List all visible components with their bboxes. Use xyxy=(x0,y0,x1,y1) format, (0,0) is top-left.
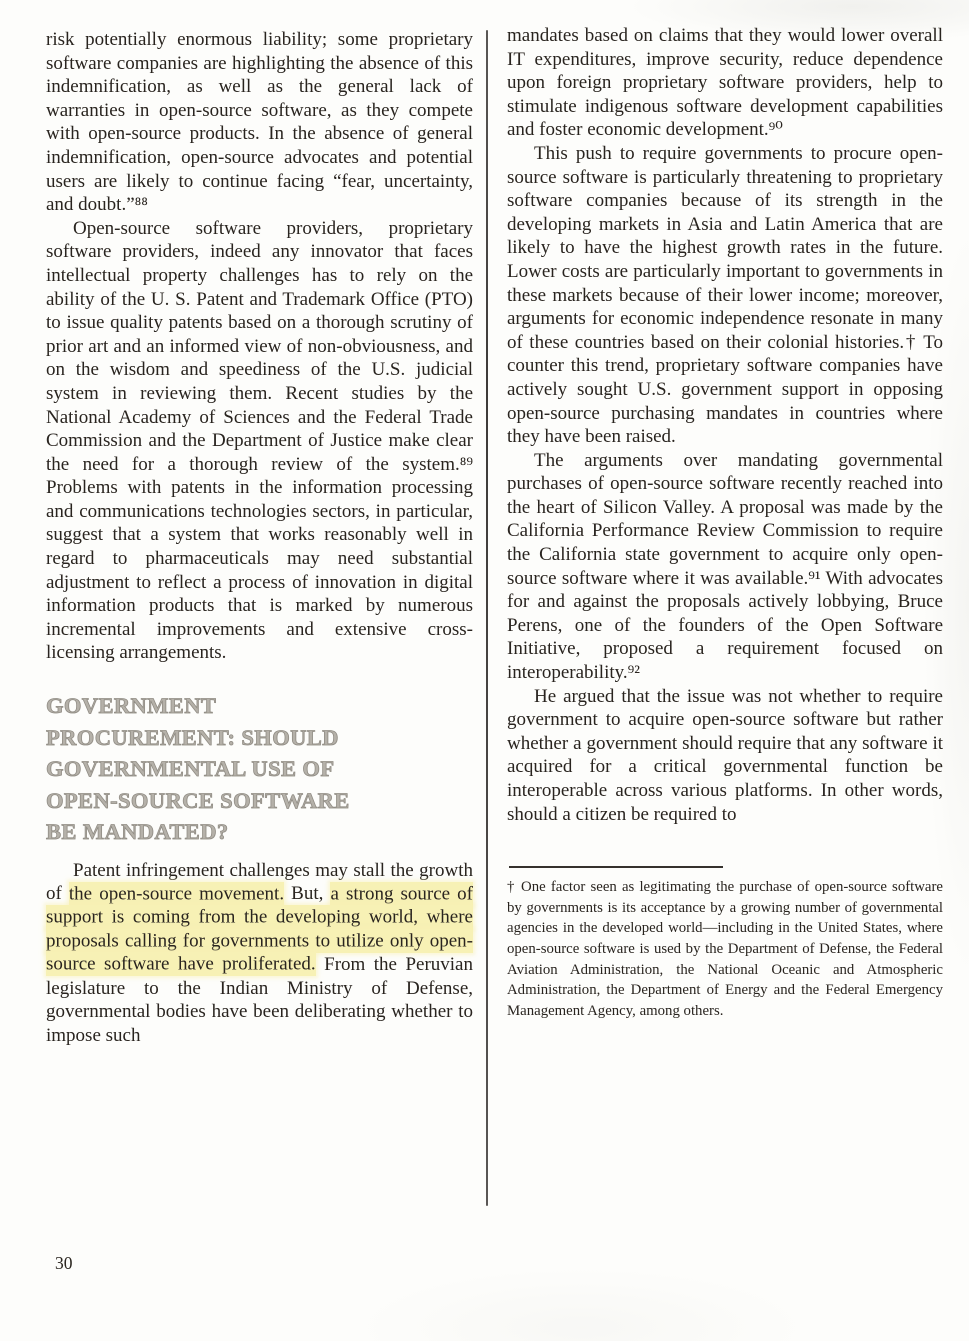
heading-line: OPEN-SOURCE SOFTWARE xyxy=(46,787,350,813)
paragraph-procurement-push: This push to require governments to procure open-source software is particularly threatening to proprietary software companies because of its strength in the developing markets in Asia and Latin America that are likely to have the highest growth rates in the future. Lower costs are particularly important to governments in these markets because of their lower income; moreover, arguments for economic independence resonate in many of these countries based on their colonial histories.† To counter this trend, proprietary software companies have actively sought U.S. government support in opposing open-source purchasing mandates in countries where they have been raised. xyxy=(507,142,943,448)
text-segment: Patent infringement challenges may stall the growth of xyxy=(46,859,473,905)
footnote-block xyxy=(507,866,943,1021)
heading-line: PROCUREMENT: SHOULD xyxy=(46,724,339,750)
section-heading-government-procurement xyxy=(46,690,473,848)
left-column xyxy=(46,28,473,1047)
paragraph-mandate-claims: mandates based on claims that they would lower overall IT expenditures, improve security, reduce dependence upon foreign proprietary software providers, help to stimulate indigenous software development capabilities and foster economic development.⁹⁰ xyxy=(507,25,943,141)
paragraph-developing-world-support xyxy=(46,859,473,1048)
page-number: 30 xyxy=(55,1253,73,1273)
footnote-separator-rule xyxy=(509,866,723,868)
text-segment: From the Peruvian legislature to the Indian Ministry of Defense, governmental bodies have been deliberating whether to impose such xyxy=(46,953,473,1046)
right-column xyxy=(507,24,943,1021)
paragraph-interoperability-argument: He argued that the issue was not whether to require government to acquire open-source software but rather whether a government should require that any software it acquired for a critical governmental function be interoperable across various platforms. In other words, should a citizen be required to xyxy=(507,685,943,825)
paragraph-california-proposal: The arguments over mandating governmental purchases of open-source software recently reached into the heart of Silicon Valley. A proposal was made by the California Performance Review Commission to require the California state government to acquire only open-source software where it was available.⁹¹ With advocates for and against the proposals actively lobbying, Bruce Perens, one of the founders of the Open Software Initiative, proposed a requirement focused on interoperability.⁹² xyxy=(507,449,943,684)
highlighted-text: the open-source movement. xyxy=(68,883,285,905)
heading-line: GOVERNMENT xyxy=(46,693,217,719)
highlighted-text: a strong source of support is coming from the developing world, where proposals calling for governments to utilize only open-source software have proliferated. xyxy=(46,883,474,975)
heading-line: BE MANDATED? xyxy=(46,819,229,845)
heading-line: GOVERNMENTAL USE OF xyxy=(46,756,335,782)
column-divider-rule xyxy=(486,30,488,1206)
text-segment: But, xyxy=(284,883,331,905)
paragraph-patent-system: Open-source software providers, proprietary software providers, indeed any innovator that faces intellectual property challenges has to rely on the ability of the U. S. Patent and Trademark Office (PTO) to issue quality patents based on a thorough scrutiny of prior art and an informed view of non-obviousness, and on the wisdom and speediness of the U.S. judicial system in reviewing them. Recent studies by the National Academy of Sciences and the Federal Trade Commission and the Department of Justice make clear the need for a thorough review of the system.⁸⁹ Problems with patents in the information processing and communications technologies sectors, in particular, suggest that a system that works reasonably well in regard to pharmaceuticals may need substantial adjustment to reflect a process of innovation in digital information products that is marked by numerous incremental improvements and extensive cross-licensing arrangements. xyxy=(46,217,473,664)
footnote-dagger: † One factor seen as legitimating the purchase of open-source software by governments is its acceptance by a growing number of governmental agencies in the developed world—including in the United States, where open-source software is used by the Department of Defense, the Federal Aviation Administration, the National Oceanic and Atmospheric Administration, the Department of Energy and the Federal Emergency Management Agency, among others. xyxy=(507,879,943,1019)
paragraph-indemnification: risk potentially enormous liability; some proprietary software companies are highlighting the absence of this indemnification, as well as the general lack of warranties in open-source software, as they compete with open-source products. In the absence of general indemnification, open-source advocates and potential users are likely to continue facing “fear, uncertainty, and doubt.”⁸⁸ xyxy=(46,29,473,216)
